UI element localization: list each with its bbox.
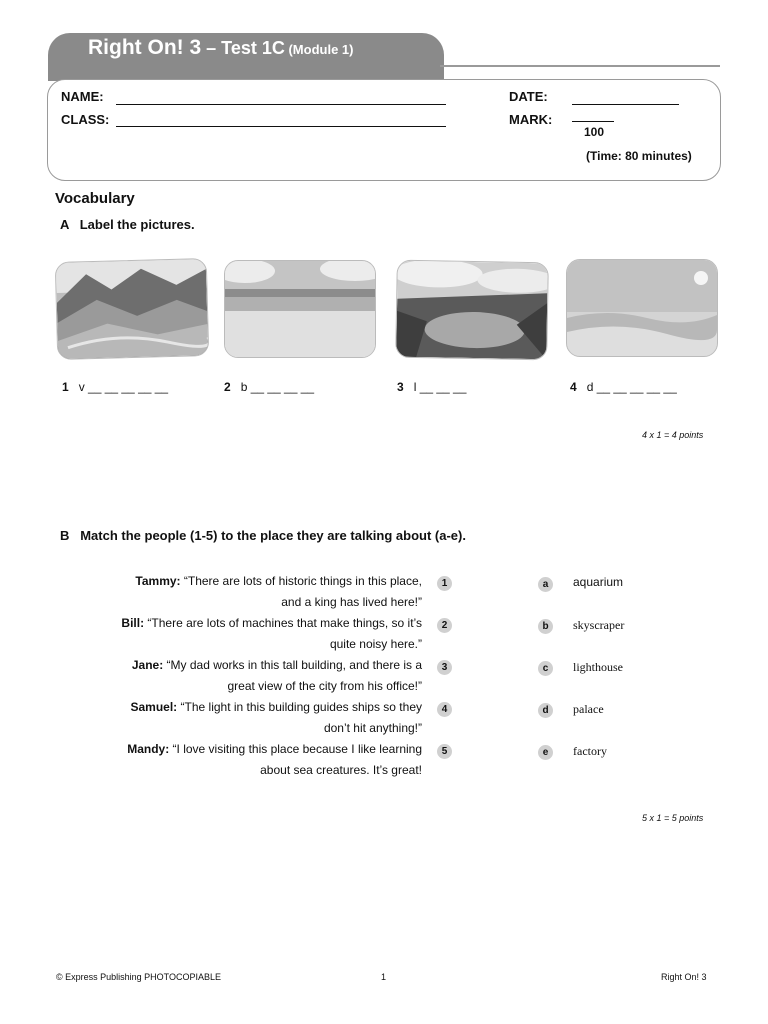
date-label: DATE: [509,89,548,104]
match-letter-e[interactable]: e [538,745,553,760]
speaker-quote: “I love visiting this place because I like learning [169,742,422,756]
footer-copyright: © Express Publishing PHOTOCOPIABLE [56,972,222,982]
picture-label-3 [397,380,466,394]
mark-total: 100 [584,125,605,139]
picture-number-2: 2 [224,380,231,394]
task-a-heading: A Label the pictures. [60,217,195,232]
speaker-samuel [32,697,422,739]
speaker-quote: “The light in this building guides ships so they [177,700,422,714]
match-letter-b[interactable]: b [538,619,553,634]
speaker-quote-cont: quite noisy here.” [329,637,422,651]
speaker-name: Jane: [131,658,164,672]
picture-answer-2[interactable]: b __ __ __ __ [240,380,315,394]
place-lighthouse: lighthouse [573,660,623,674]
match-letter-a[interactable]: a [538,577,553,592]
speaker-tammy [32,571,422,613]
picture-beach [224,260,376,358]
module-title: (Module 1) [284,42,354,57]
task-b-points: 5 x 1 = 5 points [642,813,704,823]
speaker-quote-cont: about sea creatures. It’s great! [260,763,422,777]
class-line[interactable] [116,126,446,127]
place-aquarium: aquarium [573,575,624,589]
mark-line[interactable] [572,121,614,122]
place-skyscraper: skyscraper [573,618,625,632]
picture-number-3: 3 [397,380,404,394]
footer-book-title: Right On! 3 [661,972,707,982]
footer-page-number: 1 [381,972,387,982]
match-number-3[interactable]: 3 [437,660,452,675]
title-rule [440,65,720,67]
speaker-quote-cont: and a king has lived here!” [281,595,422,609]
brand-title: Right On! 3 [88,36,202,59]
place-factory: factory [573,744,607,758]
picture-number-4: 4 [570,380,577,394]
picture-lake [395,260,549,361]
picture-number-1: 1 [62,380,69,394]
speaker-bill [32,613,422,655]
speaker-jane [32,655,422,697]
place-palace: palace [573,702,604,716]
picture-valley [55,258,210,360]
match-letter-c[interactable]: c [538,661,553,676]
speaker-mandy [32,739,422,781]
name-label: NAME: [61,89,104,104]
picture-label-1 [62,380,168,394]
picture-desert [566,259,718,357]
match-number-4[interactable]: 4 [437,702,452,717]
speaker-name: Mandy: [127,742,170,756]
speaker-name: Samuel: [130,700,178,714]
time-limit: (Time: 80 minutes) [586,149,692,163]
mark-label: MARK: [509,112,553,127]
class-label: CLASS: [61,112,110,127]
speaker-quote: “My dad works in this tall building, and there is a [163,658,422,672]
name-line[interactable] [116,104,446,105]
speaker-name: Bill: [121,616,145,630]
speaker-quote: “There are lots of machines that make things, so it’s [144,616,422,630]
page-title [88,36,353,60]
picture-label-4 [570,380,677,394]
picture-label-2 [224,380,314,394]
picture-answer-4[interactable]: d __ __ __ __ __ [586,380,677,394]
test-title: – Test 1C [201,38,285,58]
student-info-box [47,79,721,181]
speaker-quote: “There are lots of historic things in this place, [180,574,422,588]
picture-answer-3[interactable]: l __ __ __ [413,380,467,394]
date-line[interactable] [572,104,679,105]
section-title: Vocabulary [55,190,135,207]
match-letter-d[interactable]: d [538,703,553,718]
speaker-quote-cont: great view of the city from his office!” [227,679,422,693]
task-b-heading: B Match the people (1-5) to the place they are talking about (a-e). [60,528,466,543]
match-number-2[interactable]: 2 [437,618,452,633]
speaker-quote-cont: don’t hit anything!” [323,721,422,735]
match-number-5[interactable]: 5 [437,744,452,759]
task-a-points: 4 x 1 = 4 points [642,430,704,440]
picture-answer-1[interactable]: v __ __ __ __ __ [78,380,169,394]
speaker-name: Tammy: [135,574,181,588]
match-number-1[interactable]: 1 [437,576,452,591]
